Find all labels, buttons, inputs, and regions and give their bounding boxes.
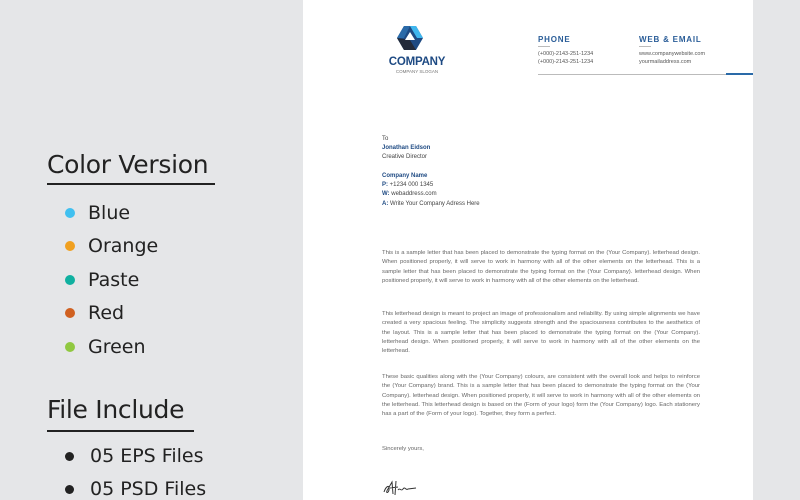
heading-underline bbox=[47, 183, 215, 185]
phone-label: PHONE bbox=[538, 35, 571, 44]
color-item-blue bbox=[65, 202, 130, 224]
feature-panel bbox=[0, 0, 303, 500]
company-slogan: COMPANY SLOGAN bbox=[395, 69, 439, 74]
sender-company: Company Name bbox=[382, 173, 428, 179]
sender-block bbox=[382, 172, 480, 209]
color-item-red bbox=[65, 302, 124, 324]
body-paragraph-2: This letterhead design is meant to project an image of professionalism and reliability. By using simple alignments we have created a very spacious feeling. The simplicity suggests strength and the spaciousness contributes to the aesthetics of the layout. This is a sample letter that has been placed to demonstrate the typing format on the (Your Company). letterhead design. When positioned properly, it will serve to work in harmony with all of the other elements on the letterhead. bbox=[382, 311, 700, 355]
sender-phone: P: +1234 000 1345 bbox=[382, 182, 434, 189]
file-item-psd bbox=[65, 478, 206, 500]
sender-address: A: Write Your Company Adress Here bbox=[382, 200, 480, 207]
color-item-orange bbox=[65, 235, 158, 257]
teal-dot-icon bbox=[65, 275, 75, 285]
body-paragraph-1: This is a sample letter that has been placed to demonstrate the typing format on the (Your Company). letterhead design. When positioned properly, it will serve to work in harmony with all of the other elements on the letterhead. This is a sample letter that has been placed to demonstrate the typing format on the (Your Company). letterhead design. When positioned properly, it will serve to work in harmony with all of the other elements on the letterhead. bbox=[382, 250, 700, 284]
email-value: yourmailaddress.com bbox=[639, 59, 692, 65]
company-name: COMPANY bbox=[388, 56, 446, 68]
recipient-block bbox=[382, 135, 430, 163]
color-label: Green bbox=[88, 336, 146, 358]
recipient-title: Creative Director bbox=[382, 154, 428, 161]
heading-underline bbox=[47, 430, 194, 432]
orange-dot-icon bbox=[65, 241, 75, 251]
label-underline bbox=[639, 46, 651, 47]
file-item-eps bbox=[65, 445, 203, 467]
website-value: www.companywebsite.com bbox=[639, 51, 706, 57]
file-label: 05 EPS Files bbox=[90, 445, 204, 467]
body-paragraph-3: These basic qualities along with the (Your Company) colours, are consistent with the overall look and helps to reinforce the (Your Company) brand. This is a sample letter that has been placed to demonstrate the typing format on the (Your Company). letterhead design. When positioned properly, it will serve to work in harmony with all of the other elements on the letterhead. This letterhead design is based on the (Form of your logo) form the (Your Company) logo. Each stationery has a part of the (Form of your logo). Together, they form a perfect. bbox=[382, 374, 700, 418]
web-email-label: WEB & EMAIL bbox=[639, 35, 702, 44]
file-include-heading: File Include bbox=[47, 395, 185, 424]
color-label: Paste bbox=[88, 269, 140, 291]
letterhead-page bbox=[303, 0, 753, 500]
bullet-icon bbox=[65, 452, 74, 461]
color-label: Red bbox=[88, 302, 125, 324]
color-label: Blue bbox=[88, 202, 131, 224]
color-item-paste bbox=[65, 269, 139, 291]
phone-value-2: (+000)-2143-251-1234 bbox=[538, 59, 594, 65]
signature-icon bbox=[382, 478, 422, 498]
color-item-green bbox=[65, 336, 146, 358]
sender-web: W: webaddress.com bbox=[382, 191, 437, 198]
label-underline bbox=[538, 46, 550, 47]
red-dot-icon bbox=[65, 308, 75, 318]
blue-dot-icon bbox=[65, 208, 75, 218]
header-divider-accent bbox=[726, 73, 753, 75]
file-label: 05 PSD Files bbox=[90, 478, 207, 500]
color-version-heading: Color Version bbox=[47, 150, 209, 179]
to-label: To bbox=[382, 136, 389, 142]
closing-text: Sincerely yours, bbox=[382, 446, 424, 452]
recipient-name: Jonathan Eidson bbox=[382, 145, 431, 152]
company-logo-icon bbox=[397, 26, 423, 50]
bullet-icon bbox=[65, 485, 74, 494]
header-divider bbox=[538, 74, 753, 75]
green-dot-icon bbox=[65, 342, 75, 352]
color-label: Orange bbox=[88, 235, 159, 257]
phone-value-1: (+000)-2143-251-1234 bbox=[538, 51, 594, 57]
